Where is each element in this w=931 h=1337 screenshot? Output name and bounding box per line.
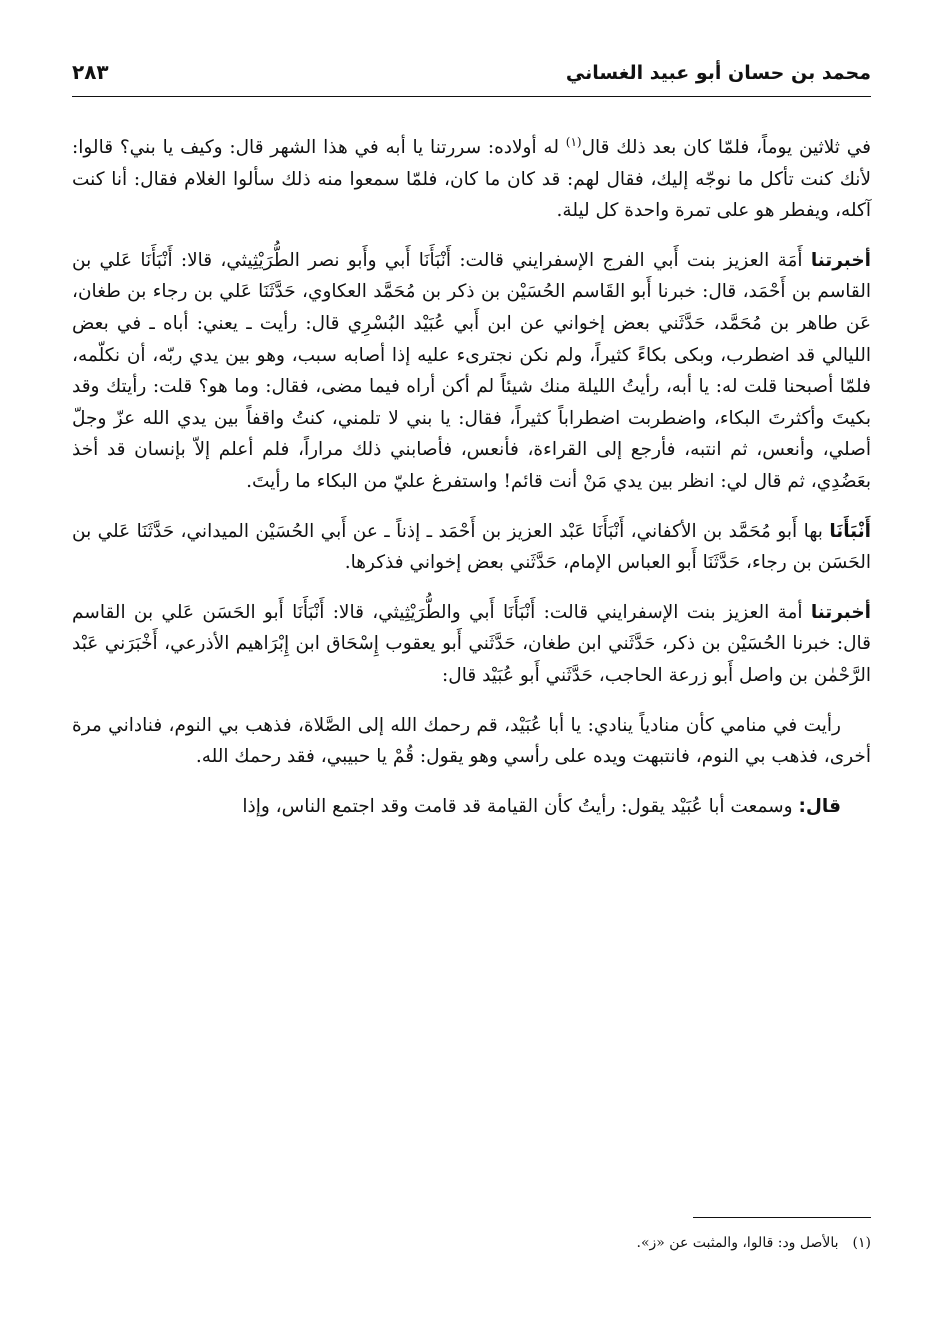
footnote-divider <box>693 1217 871 1218</box>
running-header <box>72 52 871 97</box>
paragraph-3-text: بها أَبو مُحَمَّد بن الأكفاني، أَنْبَأَنَا عَبْد العزيز بن أَحْمَد ـ إذناً ـ عن أَبي الحُسَيْن الميداني، حَدَّثَنَا عَلي بن الحَسَن بن رجاء، حَدَّثَنَا أَبو العباس الإمام، حَدَّثَني بعض إخواني فذكرها. <box>72 520 871 574</box>
body-text <box>72 132 871 840</box>
paragraph-1-text-b: له أولاده: سررتنا يا أبه في هذا الشهر قال: وكيف يا بني؟ قالوا: لأنك كنت تأكل ما نوجّه إليك، فقال لهم: قد كان ما كان، فلمّا سمعوا منه ذلك سألوا الغلام فقال: أنا كنت آكله، ويفطر هو على تمرة واحدة كل ليلة. <box>72 137 871 222</box>
paragraph-6 <box>72 791 871 823</box>
paragraph-4-lead: أخبرتنا <box>810 601 871 623</box>
paragraph-3 <box>72 516 871 579</box>
paragraph-1 <box>72 132 871 227</box>
paragraph-5-text: رأيت في منامي كأن منادياً ينادي: يا أبا عُبَيْد، قم رحمك الله إلى الصَّلاة، فذهب بي النوم، فناداني مرة أخرى، فذهب بي النوم، فانتبهت ويده على رأسي وهو يقول: قُمْ يا حبيبي، فقد رحمك الله. <box>72 714 871 768</box>
paragraph-4 <box>72 597 871 692</box>
page-number: ٢٨٣ <box>72 60 109 84</box>
paragraph-6-lead: قال: <box>798 795 841 817</box>
running-header-title: محمد بن حسان أبو عبيد الغساني <box>565 62 871 84</box>
paragraph-4-text: أمة العزيز بنت الإسفرايني قالت: أَنْبَأَنَا أَبي والطُّرَيْثِيثي، قالا: أَنْبَأَنَا أَبو الحَسَن عَلي بن القاسم قال: خبرنا الحُسَيْن بن ذكر، حَدَّثَني ابن طغان، حَدَّثَني أَبو يعقوب إِسْحَاق ابن إِبْرَاهيم الأذرعي، أَخْبَرَني عَبْد الرَّحْمٰن بن واصل أَبو زرعة الحاجب، حَدَّثَني أَبو عُبَيْد قال: <box>72 601 871 686</box>
paragraph-2 <box>72 245 871 498</box>
paragraph-5 <box>72 710 871 773</box>
paragraph-2-text: أَمَة العزيز بنت أَبي الفرج الإسفرايني قالت: أَنْبَأَنَا أَبي وأَبو نصر الطُّرَيْثِيثي، قالا: أَنْبَأَنَا عَلي بن القاسم بن أَحْمَد، قال: خبرنا أَبو القَاسم الحُسَيْن بن ذكر بن مُحَمَّد العكاوي، حَدَّثَنَا عَلي بن رجاء بن طغان، عَن طاهر بن مُحَمَّد، حَدَّثَني بعض إخواني عن ابن أَبي عُبَيْد البُسْرِي قال: رأيت ـ يعني: أباه ـ في بعض الليالي قد اضطرب، وبكى بكاءً كثيراً، ولم نكن نجترىء عليه إذا أصابه سبب، وهو بين يدي ربّه، أن نكلّمه، فلمّا أصبحنا قلت له: يا أبه، رأيتُ الليلة منك شيئاً لم أكن أراه فيما مضى، فقال: وما هو؟ قلت: رأيتك وقد بكيتَ وأكثرتَ البكاء، واضطربت اضطراباً كثيراً، فقال: يا بني لا تلمني، كنتُ واقفاً بين يدي الله عزّ وجلّ أصلي، وأنعس، ثم انتبه، فأرجع إلى القراءة، فأنعس، فأصابني ذلك مراراً، فلم أعلم إلاّ بإنسان قد أخذ بعَضُدِي، ثم قال لي: انظر بين يدي مَنْ أنت قائم! واستفرغ عليّ من البكاء ما رأيتَ. <box>72 249 871 492</box>
paragraph-3-lead: أَنْبَأَنَا <box>829 520 871 542</box>
footnote <box>72 1232 871 1254</box>
paragraph-6-text: وسمعت أبا عُبَيْد يقول: رأيتُ كأن القيامة قد قامت وقد اجتمع الناس، وإذا <box>242 795 799 817</box>
footnote-number: (١) <box>852 1235 871 1251</box>
footnote-text: بالأصل ود: قالوا، والمثبت عن «ز». <box>636 1235 839 1251</box>
paragraph-2-lead: أخبرتنا <box>810 249 871 271</box>
footnote-reference-1[interactable]: (١) <box>565 134 582 149</box>
paragraph-1-text-a: في ثلاثين يوماً، فلمّا كان بعد ذلك قال <box>581 137 871 158</box>
